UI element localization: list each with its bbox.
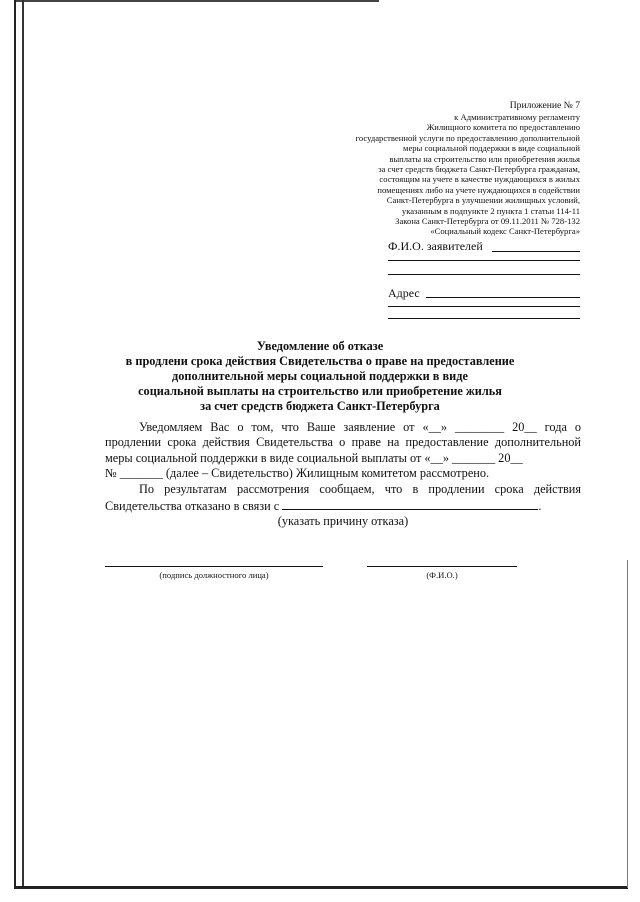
scan-edge-bottom bbox=[14, 886, 628, 889]
title-line: дополнительной меры социальной поддержки в виде bbox=[172, 369, 468, 383]
appendix-line: за счет средств бюджета Санкт-Петербурга гражданам, bbox=[378, 164, 580, 175]
appendix-line: Жилищного комитета по предоставлению bbox=[426, 122, 580, 133]
fio-field-line3[interactable] bbox=[388, 274, 580, 275]
notice-paragraph-1: Уведомляем Вас о том, что Ваше заявление от «__» ________ 20__ года о продлении срока действия Свидетельства о праве на предоставление дополнительной меры социальной поддержки в виде социальной выплаты от «__» _______ 20__ bbox=[105, 420, 581, 465]
notice-paragraph-2 bbox=[105, 482, 581, 515]
title-line: Уведомление об отказе bbox=[256, 339, 384, 353]
appendix-line: «Социальный кодекс Санкт-Петербурга» bbox=[430, 226, 580, 237]
fio-field[interactable] bbox=[492, 251, 580, 252]
official-signature-line[interactable] bbox=[105, 566, 323, 567]
scan-edge-left bbox=[14, 0, 16, 888]
refusal-text: По результатам рассмотрения сообщаем, что в продлении срока действия Свидетельства отказано в связи с bbox=[105, 481, 581, 514]
scan-edge-left-inner bbox=[22, 0, 24, 888]
title-line: социальной выплаты на строительство или приобретение жилья bbox=[138, 384, 502, 398]
official-signature-caption: (подпись должностного лица) bbox=[159, 570, 269, 580]
appendix-title: Приложение № 7 bbox=[509, 100, 580, 111]
title-line: за счет средств бюджета Санкт-Петербурга bbox=[200, 399, 440, 413]
scan-edge-right bbox=[627, 560, 628, 888]
fio-signature-line[interactable] bbox=[367, 566, 517, 567]
address-field-line3[interactable] bbox=[388, 318, 580, 319]
notice-paragraph-1-end: № _______ (далее – Свидетельство) Жилищным комитетом рассмотрено. bbox=[105, 466, 490, 481]
applicant-block bbox=[388, 239, 580, 329]
refusal-reason-field[interactable] bbox=[282, 497, 538, 510]
appendix-line: Закона Санкт-Петербурга от 09.11.2011 № 728-132 bbox=[395, 216, 580, 227]
reason-hint: (указать причину отказа) bbox=[277, 514, 409, 529]
refusal-period: . bbox=[538, 499, 542, 514]
scan-edge-top bbox=[14, 0, 379, 2]
notice-body bbox=[105, 420, 581, 530]
fio-signature-caption: (Ф.И.О.) bbox=[426, 570, 458, 580]
appendix-line: Санкт-Петербурга в улучшении жилищных условий, bbox=[386, 195, 580, 206]
appendix-line: помещениях либо на учете нуждающихся в содействии bbox=[377, 184, 580, 195]
appendix-line: к Административному регламенту bbox=[454, 112, 580, 122]
appendix-line: состоящим на учете в качестве нуждающихся в жилых bbox=[379, 174, 580, 185]
title-line: в продлени срока действия Свидетельства о праве на предоставление bbox=[125, 354, 515, 368]
appendix-block bbox=[280, 100, 580, 237]
document-title bbox=[100, 339, 540, 414]
address-field-line2[interactable] bbox=[388, 306, 580, 307]
address-label: Адрес bbox=[388, 286, 424, 301]
address-field[interactable] bbox=[426, 297, 580, 298]
appendix-line: выплаты на строительство или приобретения жилья bbox=[389, 153, 580, 164]
appendix-line: меры социальной поддержки в виде социальной bbox=[403, 143, 580, 154]
fio-label: Ф.И.О. заявителей bbox=[388, 239, 487, 254]
fio-field-line2[interactable] bbox=[388, 260, 580, 261]
appendix-line: государственной услуги по предоставлению дополнительной bbox=[355, 132, 580, 143]
appendix-line: указанным в подпункте 2 пункта 1 статьи 114-11 bbox=[401, 205, 580, 216]
